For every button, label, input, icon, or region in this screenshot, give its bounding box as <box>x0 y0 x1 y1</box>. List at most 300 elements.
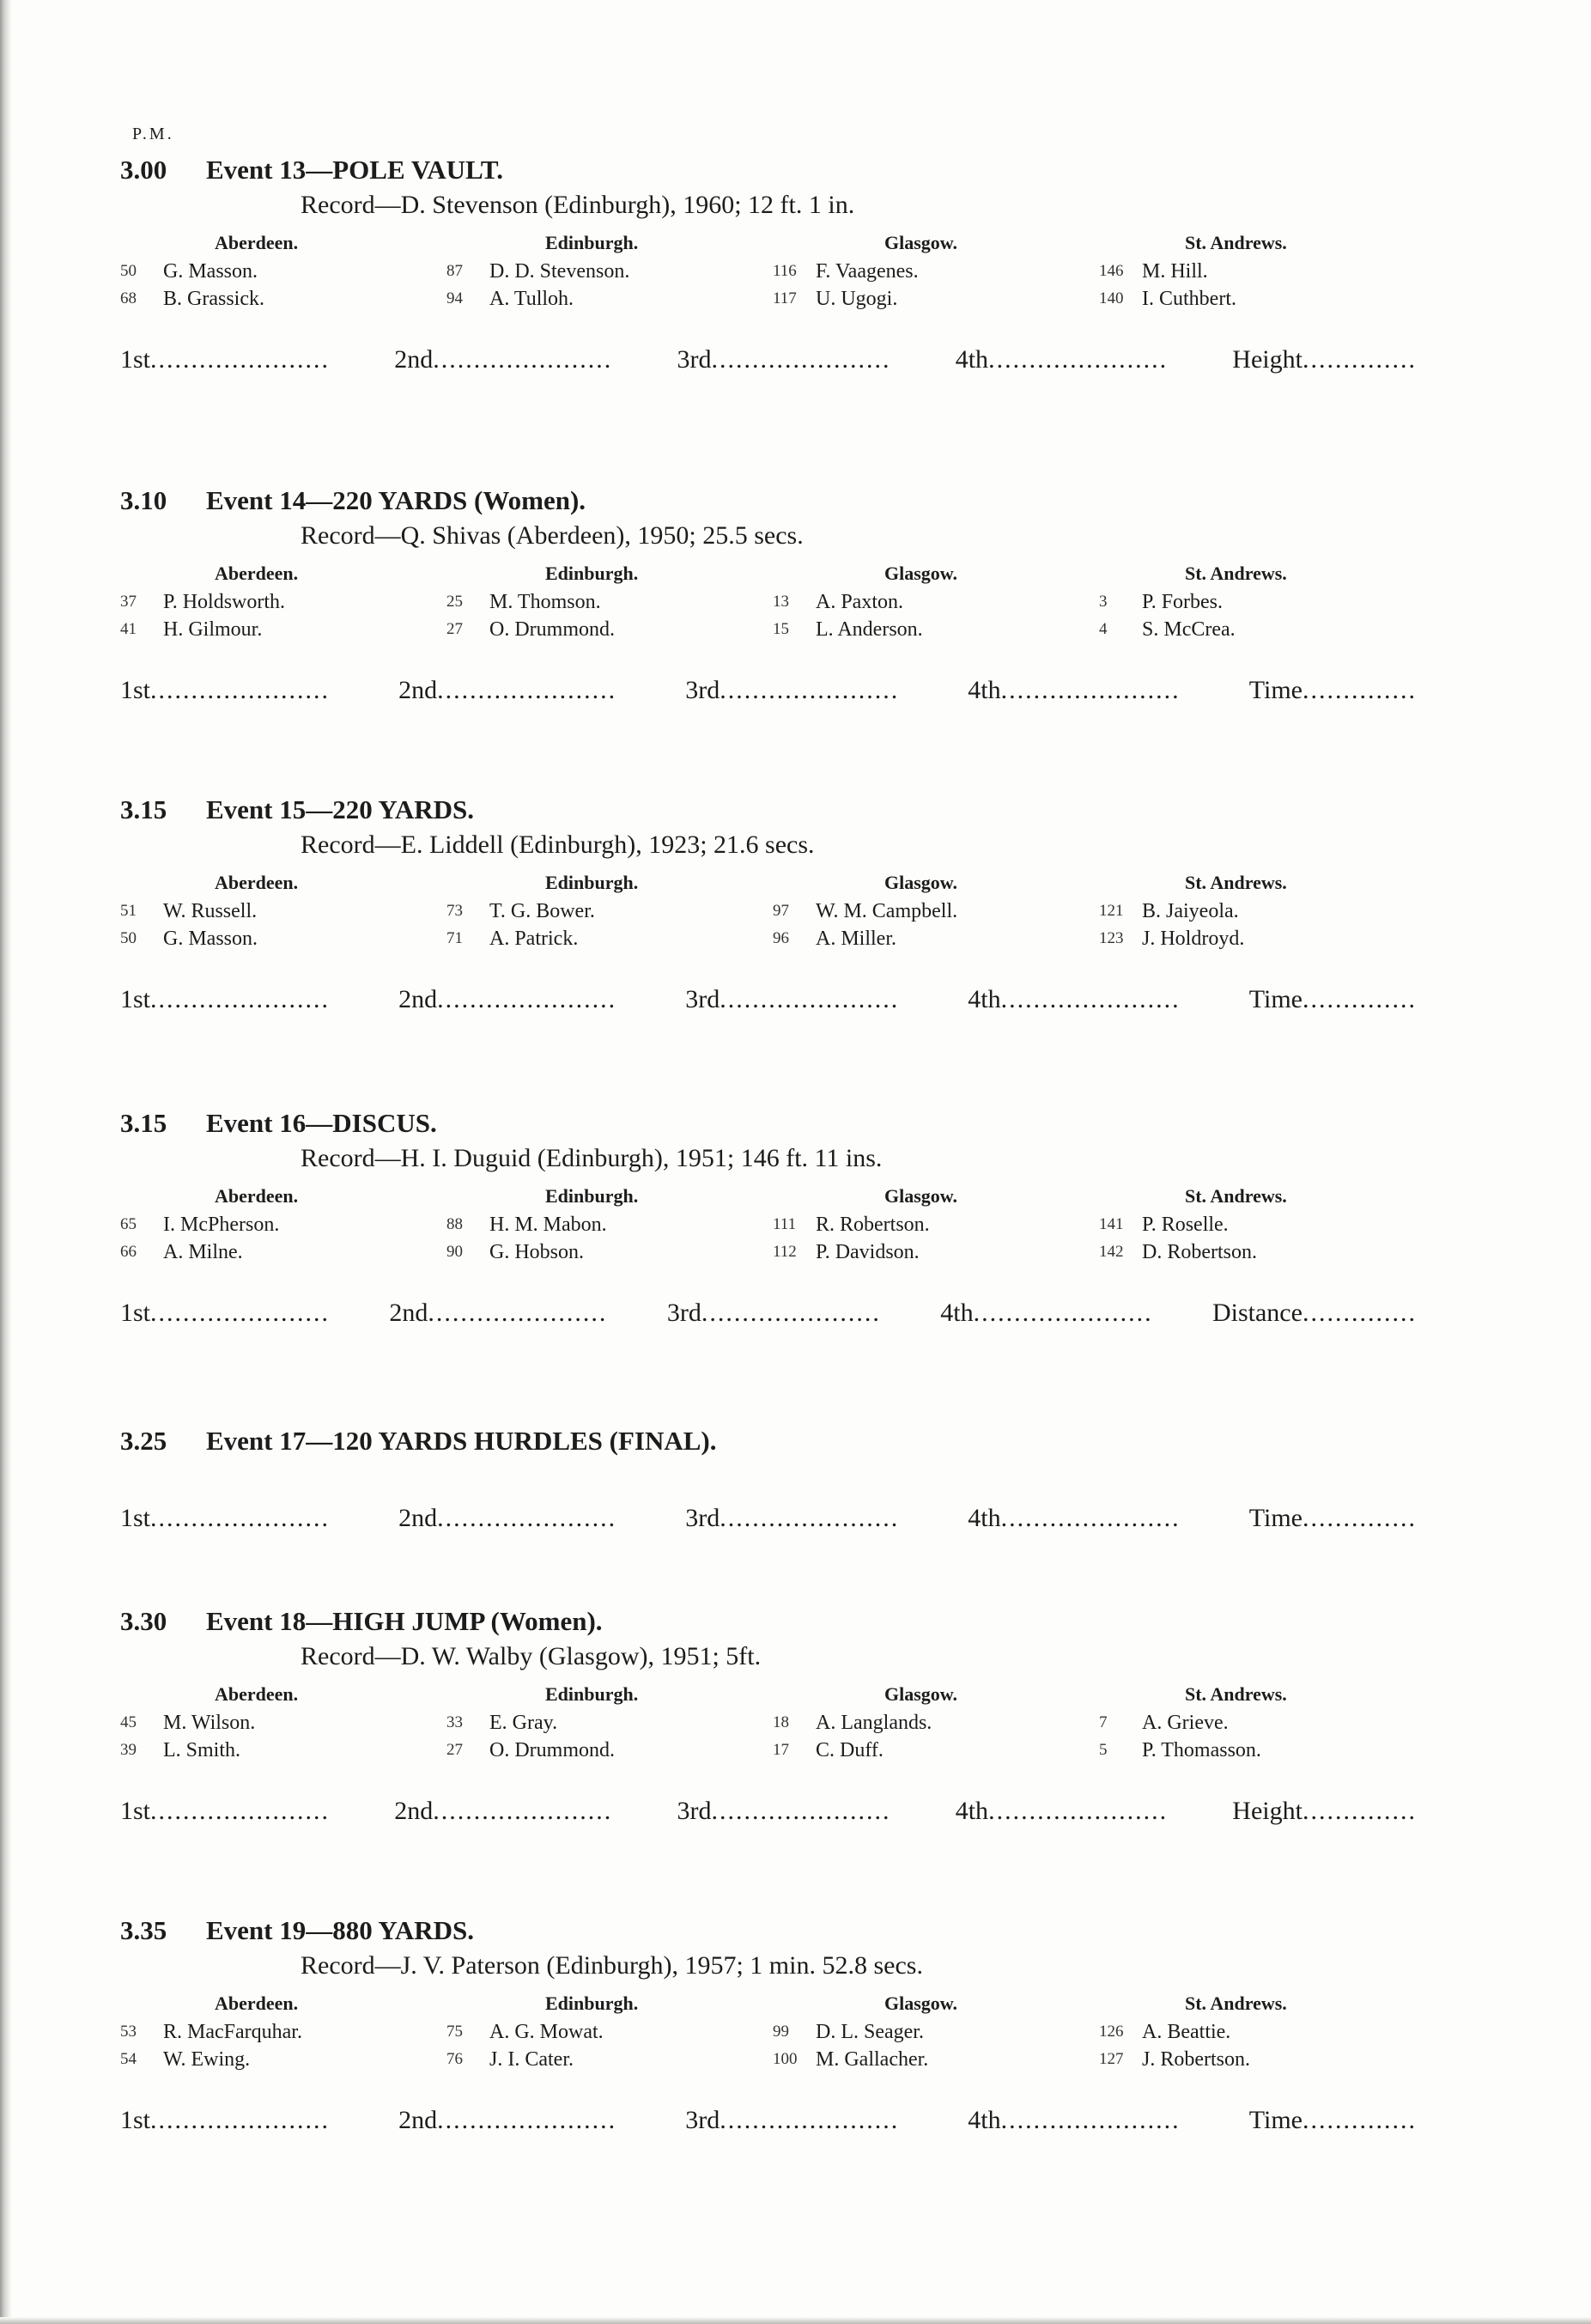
team-name: Glasgow. <box>884 872 957 893</box>
event-time: 3.10 <box>120 485 167 515</box>
competitor-number: 68 <box>120 289 137 307</box>
competitor-name: A. Patrick. <box>489 928 579 950</box>
competitor-entry <box>1099 285 1425 313</box>
competitor-entry <box>1099 2046 1425 2073</box>
competitor-number: 65 <box>120 1215 137 1233</box>
competitor-number: 66 <box>120 1243 137 1261</box>
team-column <box>773 232 1099 313</box>
competitor-entry <box>773 925 1099 952</box>
result-blank-dots: ...................... <box>150 1299 331 1327</box>
competitor-number: 75 <box>446 2023 463 2041</box>
competitor-name: O. Drummond. <box>489 618 615 641</box>
result-blank-dots: .............. <box>1303 985 1417 1013</box>
result-place-label: 4th <box>968 2106 1001 2134</box>
page-edge-shadow <box>0 0 12 2324</box>
competitor-number: 39 <box>120 1741 137 1759</box>
result-place-label: 3rd <box>666 1299 701 1327</box>
competitor-name: P. Davidson. <box>816 1241 920 1263</box>
result-blank-dots: .............. <box>1303 1504 1417 1532</box>
team-column <box>446 232 773 313</box>
competitor-number: 140 <box>1099 289 1124 307</box>
team-entries <box>120 563 1425 643</box>
event-heading <box>120 485 1425 516</box>
result-place-field <box>120 676 330 705</box>
event-title: Event 19—880 YARDS. <box>206 1915 475 1945</box>
result-blank-dots: ...................... <box>437 2106 617 2134</box>
result-blank-dots: ...................... <box>437 1504 617 1532</box>
event-block <box>120 1915 1425 2135</box>
team-column <box>120 872 446 952</box>
result-place-field <box>968 1504 1180 1533</box>
competitor-name: P. Roselle. <box>1142 1214 1229 1236</box>
competitor-name: M. Gallacher. <box>816 2048 929 2071</box>
results-line <box>120 676 1417 705</box>
team-name: Glasgow. <box>884 1683 957 1705</box>
result-place-label: 3rd <box>685 676 720 704</box>
result-place-field <box>968 985 1180 1014</box>
event-record: Record—H. I. Duguid (Edinburgh), 1951; 146 ft. 11 ins. <box>301 1144 883 1172</box>
competitor-entry <box>446 1211 773 1238</box>
result-place-label: 1st <box>120 345 151 374</box>
result-place-label: 1st <box>120 985 151 1013</box>
competitor-name: R. Robertson. <box>816 1214 930 1236</box>
event-title: Event 15—220 YARDS. <box>206 794 475 824</box>
event-block <box>120 155 1425 374</box>
competitor-number: 121 <box>1099 902 1124 920</box>
competitor-entry <box>446 616 773 643</box>
team-column <box>446 1683 773 1764</box>
team-name: St. Andrews. <box>1185 1992 1287 2014</box>
team-column <box>773 1185 1099 1266</box>
result-place-field <box>968 676 1180 705</box>
team-entries <box>120 1185 1425 1266</box>
competitor-name: H. M. Mabon. <box>489 1214 607 1236</box>
result-place-field <box>667 1299 881 1328</box>
competitor-number: 71 <box>446 929 463 947</box>
competitor-name: F. Vaagenes. <box>816 260 919 283</box>
result-place-label: 3rd <box>677 345 712 374</box>
team-name: St. Andrews. <box>1185 1185 1287 1207</box>
competitor-name: A. Beattie. <box>1142 2021 1231 2043</box>
team-entries <box>120 872 1425 952</box>
competitor-number: 96 <box>773 929 789 947</box>
result-place-field <box>120 345 330 374</box>
result-blank-dots: ...................... <box>973 1299 1153 1327</box>
team-column <box>1099 563 1425 643</box>
result-measure-field <box>1249 2106 1417 2135</box>
result-blank-dots: ...................... <box>437 676 617 704</box>
result-blank-dots: .............. <box>1302 345 1417 374</box>
event-heading <box>120 1915 1425 1946</box>
competitor-entry <box>1099 1211 1425 1238</box>
team-column <box>773 1992 1099 2073</box>
result-blank-dots: ...................... <box>433 345 613 374</box>
competitor-entry <box>1099 897 1425 925</box>
competitor-entry <box>773 2018 1099 2046</box>
competitor-entry <box>120 285 446 313</box>
competitor-name: G. Hobson. <box>489 1241 585 1263</box>
result-place-field <box>120 1504 330 1533</box>
team-name: Edinburgh. <box>545 872 639 893</box>
competitor-entry <box>120 897 446 925</box>
team-column <box>446 872 773 952</box>
competitor-number: 111 <box>773 1215 797 1233</box>
competitor-number: 146 <box>1099 262 1124 280</box>
team-name: St. Andrews. <box>1185 1683 1287 1705</box>
competitor-entry <box>773 258 1099 285</box>
team-name: Glasgow. <box>884 563 957 584</box>
result-place-field <box>685 985 899 1014</box>
competitor-entry <box>446 1737 773 1764</box>
competitor-number: 27 <box>446 620 463 638</box>
competitor-entry <box>446 1709 773 1737</box>
competitor-entry <box>120 2046 446 2073</box>
result-place-field <box>394 345 612 374</box>
result-measure-label: Time <box>1248 676 1303 704</box>
result-place-label: 4th <box>955 1797 989 1825</box>
competitor-number: 53 <box>120 2023 137 2041</box>
result-place-field <box>120 2106 330 2135</box>
competitor-number: 123 <box>1099 929 1124 947</box>
result-blank-dots: ...................... <box>720 1504 900 1532</box>
competitor-number: 142 <box>1099 1243 1124 1261</box>
team-name: Edinburgh. <box>545 1683 639 1705</box>
competitor-name: I. Cuthbert. <box>1142 288 1236 310</box>
event-record: Record—E. Liddell (Edinburgh), 1923; 21.6 secs. <box>301 830 815 859</box>
competitor-name: P. Forbes. <box>1142 591 1224 613</box>
team-column <box>773 1683 1099 1764</box>
result-place-label: 1st <box>120 2106 151 2134</box>
competitor-entry <box>773 2046 1099 2073</box>
competitor-name: J. Robertson. <box>1142 2048 1250 2071</box>
competitor-name: A. Grieve. <box>1142 1712 1229 1734</box>
result-place-label: 3rd <box>685 2106 720 2134</box>
competitor-entry <box>773 1211 1099 1238</box>
result-place-label: 1st <box>120 1299 151 1327</box>
team-column <box>773 872 1099 952</box>
event-time: 3.35 <box>120 1915 167 1945</box>
event-title: Event 17—120 YARDS HURDLES (FINAL). <box>206 1426 717 1456</box>
result-place-label: 2nd <box>394 1797 434 1825</box>
result-place-field <box>677 345 890 374</box>
competitor-number: 127 <box>1099 2050 1124 2068</box>
result-place-label: 2nd <box>398 1504 438 1532</box>
result-place-field <box>685 1504 899 1533</box>
pm-label: P.M. <box>132 125 174 143</box>
team-entries <box>120 232 1425 313</box>
result-measure-label: Time <box>1248 1504 1303 1532</box>
competitor-number: 94 <box>446 289 463 307</box>
competitor-number: 97 <box>773 902 789 920</box>
result-blank-dots: ...................... <box>1000 985 1181 1013</box>
competitor-entry <box>773 616 1099 643</box>
result-blank-dots: ...................... <box>150 1504 331 1532</box>
competitor-name: I. McPherson. <box>163 1214 280 1236</box>
result-place-field <box>968 2106 1180 2135</box>
competitor-entry <box>1099 1709 1425 1737</box>
competitor-name: D. D. Stevenson. <box>489 260 630 283</box>
team-name: Glasgow. <box>884 232 957 253</box>
team-name: Edinburgh. <box>545 232 639 253</box>
result-place-field <box>677 1797 890 1826</box>
team-name: Edinburgh. <box>545 1992 639 2014</box>
competitor-entry <box>446 285 773 313</box>
result-measure-label: Distance <box>1211 1299 1303 1327</box>
competitor-entry <box>446 588 773 616</box>
team-name: St. Andrews. <box>1185 232 1287 253</box>
competitor-number: 33 <box>446 1713 463 1731</box>
result-place-field <box>120 1797 330 1826</box>
event-heading <box>120 1606 1425 1637</box>
competitor-name: O. Drummond. <box>489 1739 615 1761</box>
competitor-entry <box>120 2018 446 2046</box>
event-heading <box>120 794 1425 825</box>
event-title: Event 14—220 YARDS (Women). <box>206 485 586 515</box>
competitor-name: L. Smith. <box>163 1739 241 1761</box>
event-block <box>120 1426 1417 1533</box>
team-name: St. Andrews. <box>1185 872 1287 893</box>
competitor-name: U. Ugogi. <box>816 288 898 310</box>
team-column <box>120 1992 446 2073</box>
competitor-name: W. Russell. <box>163 900 258 922</box>
competitor-name: M. Thomson. <box>489 591 601 613</box>
competitor-number: 87 <box>446 262 463 280</box>
result-measure-field <box>1249 1504 1417 1533</box>
competitor-number: 90 <box>446 1243 463 1261</box>
competitor-number: 76 <box>446 2050 463 2068</box>
result-blank-dots: ...................... <box>701 1299 881 1327</box>
team-entries <box>120 1992 1425 2073</box>
competitor-entry <box>446 2046 773 2073</box>
competitor-entry <box>1099 616 1425 643</box>
competitor-entry <box>773 897 1099 925</box>
competitor-number: 41 <box>120 620 137 638</box>
result-place-field <box>956 345 1168 374</box>
result-blank-dots: ...................... <box>150 1797 331 1825</box>
result-blank-dots: ...................... <box>711 345 891 374</box>
competitor-entry <box>120 1737 446 1764</box>
event-time: 3.30 <box>120 1606 167 1636</box>
result-measure-label: Height <box>1232 345 1303 374</box>
competitor-entry <box>446 925 773 952</box>
competitor-number: 3 <box>1099 593 1108 611</box>
event-time: 3.25 <box>120 1426 167 1456</box>
team-column <box>120 232 446 313</box>
results-line <box>120 1797 1417 1826</box>
event-time: 3.00 <box>120 155 167 185</box>
competitor-number: 117 <box>773 289 797 307</box>
result-place-label: 2nd <box>398 676 438 704</box>
competitor-name: T. G. Bower. <box>489 900 595 922</box>
competitor-name: E. Gray. <box>489 1712 558 1734</box>
result-blank-dots: .............. <box>1303 2106 1417 2134</box>
competitor-name: M. Hill. <box>1142 260 1208 283</box>
competitor-name: A. Paxton. <box>816 591 903 613</box>
result-place-label: 3rd <box>685 985 720 1013</box>
competitor-name: D. Robertson. <box>1142 1241 1257 1263</box>
competitor-name: A. Miller. <box>816 928 896 950</box>
team-column <box>1099 1992 1425 2073</box>
team-column <box>446 1992 773 2073</box>
team-column <box>120 1185 446 1266</box>
competitor-number: 50 <box>120 929 137 947</box>
competitor-name: H. Gilmour. <box>163 618 263 641</box>
team-name: Aberdeen. <box>215 563 299 584</box>
team-name: Aberdeen. <box>215 1683 299 1705</box>
competitor-entry <box>1099 258 1425 285</box>
competitor-name: J. Holdroyd. <box>1142 928 1245 950</box>
result-blank-dots: ...................... <box>711 1797 891 1825</box>
result-blank-dots: ...................... <box>150 2106 331 2134</box>
competitor-number: 88 <box>446 1215 463 1233</box>
competitor-name: D. L. Seager. <box>816 2021 924 2043</box>
competitor-entry <box>773 1737 1099 1764</box>
competitor-name: C. Duff. <box>816 1739 884 1761</box>
result-blank-dots: ...................... <box>150 985 331 1013</box>
result-measure-label: Height <box>1232 1797 1303 1825</box>
competitor-name: G. Masson. <box>163 928 258 950</box>
result-blank-dots: ...................... <box>1000 2106 1181 2134</box>
result-place-label: 4th <box>968 676 1001 704</box>
competitor-name: B. Grassick. <box>163 288 264 310</box>
competitor-name: A. Milne. <box>163 1241 243 1263</box>
competitor-entry <box>1099 1737 1425 1764</box>
event-time: 3.15 <box>120 794 167 824</box>
competitor-name: B. Jaiyeola. <box>1142 900 1239 922</box>
competitor-name: L. Anderson. <box>816 618 923 641</box>
competitor-entry <box>446 258 773 285</box>
competitor-name: A. G. Mowat. <box>489 2021 604 2043</box>
event-block <box>120 485 1425 705</box>
competitor-entry <box>773 588 1099 616</box>
result-blank-dots: ...................... <box>437 985 617 1013</box>
competitor-number: 15 <box>773 620 789 638</box>
competitor-number: 45 <box>120 1713 137 1731</box>
team-column <box>1099 872 1425 952</box>
result-measure-field <box>1249 676 1417 705</box>
result-blank-dots: ...................... <box>720 676 900 704</box>
results-line <box>120 1504 1417 1533</box>
competitor-name: G. Masson. <box>163 260 258 283</box>
team-name: Aberdeen. <box>215 1992 299 2014</box>
competitor-entry <box>120 588 446 616</box>
competitor-name: R. MacFarquhar. <box>163 2021 302 2043</box>
competitor-entry <box>120 1709 446 1737</box>
result-blank-dots: ...................... <box>433 1797 613 1825</box>
team-name: Edinburgh. <box>545 563 639 584</box>
event-record: Record—Q. Shivas (Aberdeen), 1950; 25.5 secs. <box>301 521 804 550</box>
result-measure-field <box>1249 985 1417 1014</box>
competitor-number: 126 <box>1099 2023 1124 2041</box>
results-line <box>120 1299 1417 1328</box>
result-place-label: 1st <box>120 1504 151 1532</box>
competitor-number: 54 <box>120 2050 137 2068</box>
result-place-label: 2nd <box>398 985 438 1013</box>
team-name: St. Andrews. <box>1185 563 1287 584</box>
competitor-entry <box>446 2018 773 2046</box>
competitor-entry <box>1099 925 1425 952</box>
result-measure-label: Time <box>1248 2106 1303 2134</box>
result-place-field <box>120 1299 330 1328</box>
competitor-entry <box>446 897 773 925</box>
competitor-entry <box>120 616 446 643</box>
competitor-name: A. Langlands. <box>816 1712 932 1734</box>
event-title: Event 16—DISCUS. <box>206 1108 437 1138</box>
competitor-name: A. Tulloh. <box>489 288 574 310</box>
result-blank-dots: ...................... <box>720 985 900 1013</box>
event-title: Event 13—POLE VAULT. <box>206 155 503 185</box>
competitor-number: 99 <box>773 2023 789 2041</box>
result-place-field <box>398 2106 616 2135</box>
result-blank-dots: .............. <box>1302 1299 1417 1327</box>
result-measure-label: Time <box>1248 985 1303 1013</box>
team-name: Glasgow. <box>884 1185 957 1207</box>
result-place-field <box>120 985 330 1014</box>
competitor-name: P. Thomasson. <box>1142 1739 1261 1761</box>
competitor-entry <box>446 1238 773 1266</box>
competitor-entry <box>773 1709 1099 1737</box>
result-place-field <box>398 676 616 705</box>
team-column <box>446 563 773 643</box>
competitor-name: M. Wilson. <box>163 1712 256 1734</box>
competitor-entry <box>1099 1238 1425 1266</box>
competitor-number: 112 <box>773 1243 797 1261</box>
competitor-number: 13 <box>773 593 789 611</box>
team-column <box>446 1185 773 1266</box>
result-blank-dots: .............. <box>1303 676 1417 704</box>
result-place-field <box>956 1797 1168 1826</box>
event-heading <box>120 155 1425 186</box>
team-name: Aberdeen. <box>215 232 299 253</box>
result-blank-dots: ...................... <box>428 1299 608 1327</box>
competitor-number: 100 <box>773 2050 798 2068</box>
competitor-number: 25 <box>446 593 463 611</box>
competitor-name: W. Ewing. <box>163 2048 251 2071</box>
competitor-entry <box>1099 588 1425 616</box>
team-name: Edinburgh. <box>545 1185 639 1207</box>
competitor-number: 17 <box>773 1741 789 1759</box>
competitor-number: 73 <box>446 902 463 920</box>
result-measure-field <box>1232 345 1417 374</box>
team-name: Glasgow. <box>884 1992 957 2014</box>
result-measure-field <box>1232 1797 1417 1826</box>
result-place-label: 4th <box>940 1299 974 1327</box>
event-heading <box>120 1108 1425 1139</box>
result-place-label: 1st <box>120 676 151 704</box>
competitor-number: 51 <box>120 902 137 920</box>
team-column <box>1099 1185 1425 1266</box>
competitor-number: 18 <box>773 1713 789 1731</box>
competitor-number: 37 <box>120 593 137 611</box>
event-time: 3.15 <box>120 1108 167 1138</box>
team-column <box>1099 232 1425 313</box>
event-block <box>120 794 1425 1014</box>
competitor-number: 4 <box>1099 620 1108 638</box>
competitor-entry <box>773 285 1099 313</box>
team-column <box>120 1683 446 1764</box>
result-blank-dots: .............. <box>1302 1797 1417 1825</box>
competitor-entry <box>120 925 446 952</box>
page-bottom-edge <box>0 2317 1591 2324</box>
competitor-entry <box>120 1211 446 1238</box>
results-line <box>120 345 1417 374</box>
team-name: Aberdeen. <box>215 1185 299 1207</box>
team-column <box>1099 1683 1425 1764</box>
result-place-field <box>685 676 899 705</box>
result-place-field <box>685 2106 899 2135</box>
event-record: Record—J. V. Paterson (Edinburgh), 1957; 1 min. 52.8 secs. <box>301 1951 923 1980</box>
result-place-label: 1st <box>120 1797 151 1825</box>
